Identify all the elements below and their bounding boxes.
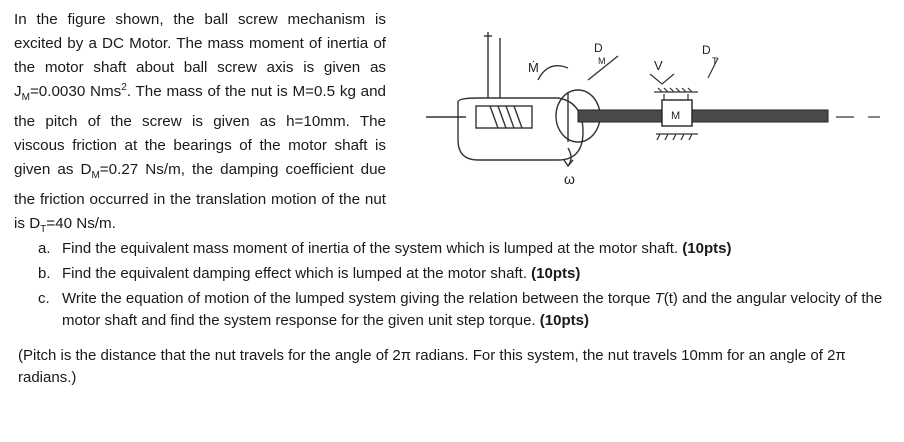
question-a-text: Find the equivalent mass moment of inertia of the system which is lumped at the motor shaft. bbox=[62, 240, 683, 257]
question-b-text: Find the equivalent damping effect which is lumped at the motor shaft. bbox=[62, 265, 532, 282]
question-list bbox=[18, 238, 898, 335]
ball-screw-figure bbox=[418, 20, 898, 190]
intro-text-5: =40 Ns/m. bbox=[46, 215, 116, 233]
jm-subscript: M bbox=[21, 92, 30, 104]
question-c-targ: (t) bbox=[663, 290, 678, 307]
nut-mass-label: M bbox=[671, 110, 681, 122]
question-a-points: (10pts) bbox=[682, 240, 732, 257]
intro-text-2: =0.0030 Nms bbox=[29, 83, 122, 100]
question-c-text-2: and the angular velocity of the motor shaft and find the system response for the given unit step torque. bbox=[62, 290, 883, 329]
question-a bbox=[18, 238, 898, 260]
problem-statement bbox=[14, 8, 386, 242]
intro-text-3: . The mass of the nut is M=0.5 kg and the pitch of the screw is given as h=10mm. The viscous friction at the bearings of the motor shaft is given as D bbox=[14, 83, 386, 179]
motor-housing bbox=[458, 98, 583, 160]
pitch-note: (Pitch is the distance that the nut travels for the angle of 2π radians. For this system, the nut travels 10mm for an angle of 2π radians.) bbox=[18, 347, 846, 386]
dm-label-sub: M bbox=[598, 56, 606, 66]
screw-shaft bbox=[578, 110, 828, 122]
unit-exponent: 2 bbox=[121, 81, 127, 93]
question-c-points: (10pts) bbox=[539, 312, 589, 329]
question-b-points: (10pts) bbox=[531, 265, 581, 282]
question-a-label: a. bbox=[38, 240, 51, 257]
intro-text-4: =0.27 Ns/m, the damping coefficient due the friction occurred in the translation motion of the nut is D bbox=[14, 161, 386, 233]
omega-label: ω bbox=[564, 171, 575, 187]
question-c-text-1: Write the equation of motion of the lumped system giving the relation between the torque bbox=[62, 290, 655, 307]
torque-label: Ṁ bbox=[528, 60, 539, 75]
velocity-label: V bbox=[654, 58, 663, 73]
dt-label-sub: T bbox=[712, 56, 718, 66]
intro-text-1: In the figure shown, the ball screw mechanism is excited by a DC Motor. The mass moment of inertia of the motor shaft about ball screw axis is given as J bbox=[14, 11, 386, 100]
question-b bbox=[18, 263, 898, 285]
question-c-torque: T bbox=[654, 290, 664, 307]
dt-label: D bbox=[702, 43, 711, 57]
question-b-label: b. bbox=[38, 265, 51, 282]
dm-label: D bbox=[594, 41, 603, 55]
question-c bbox=[18, 288, 898, 332]
question-c-label: c. bbox=[38, 290, 50, 307]
dt-subscript: T bbox=[40, 224, 47, 236]
dm-subscript: M bbox=[91, 170, 100, 182]
